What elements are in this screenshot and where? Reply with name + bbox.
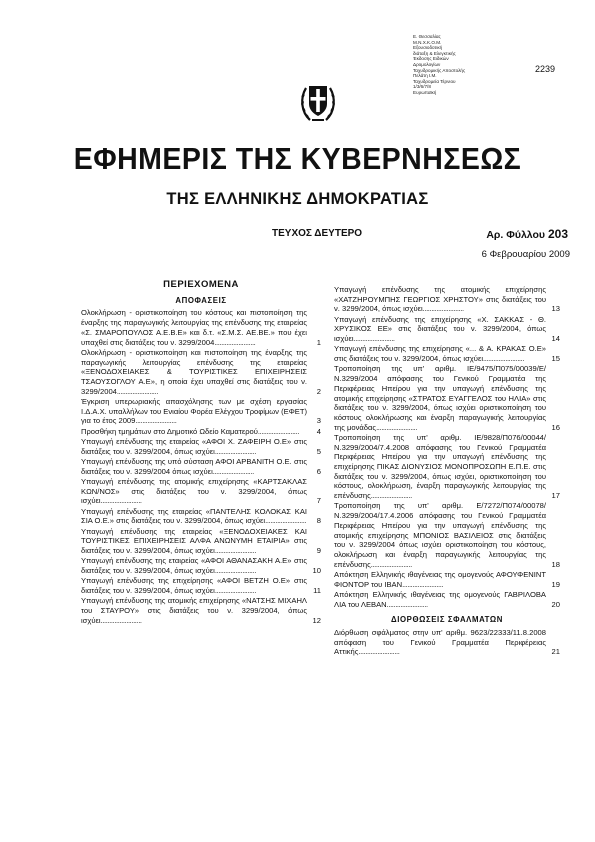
toc-leader-dots: ........................ <box>214 566 256 576</box>
toc-leader-dots: ........................ <box>100 496 142 506</box>
toc-entry[interactable] <box>81 576 321 595</box>
toc-leader-dots: ........................ <box>100 615 142 625</box>
toc-entry-page: 13 <box>551 304 560 314</box>
toc-leader-dots: ........................ <box>135 416 177 426</box>
toc-entry-text: Υπαγωγή επένδυσης της εταιρείας «ΑΦΟΙ ΑΘΑΝΑΣΑΚΗ Α.Ε» στις διατάξεις του ν. 3299/2004, όπως ισχύει <box>81 556 307 576</box>
toc-entry-page: 8 <box>316 516 321 526</box>
toc-entry-page: 17 <box>551 491 560 501</box>
toc-entry-page: 4 <box>316 426 321 436</box>
toc-entry[interactable] <box>81 437 321 456</box>
toc-entry-page: 1 <box>316 337 321 347</box>
toc-entry-text: Ολοκλήρωση - οριστικοποίηση του κόστους και πιστοποίηση της έναρξης της παραγωγικής λειτουργίας της επένδυσης της εταιρείας «Σ. ΣΜΑΡΟΠΟΥΛΟΣ Α.Ε.Β.Ε» και δ.τ. «Σ.Μ.Σ. ΑΕ.ΒΕ.» που έχει υπαχθεί στις διατάξεις του ν. 3299/2004 <box>81 308 307 347</box>
toc-entry[interactable] <box>81 457 321 476</box>
toc-heading: ΠΕΡΙΕΧΟΜΕΝΑ <box>163 279 239 290</box>
toc-entry-page: 6 <box>316 466 321 476</box>
toc-entry-text: Υπαγωγή επένδυσης της εταιρείας «ΞΕΝΟΔΟΧΕΙΑΚΕΣ ΚΑΙ ΤΟΥΡΙΣΤΙΚΕΣ ΕΠΙΧΕΙΡΗΣΕΙΣ ΑΛΦΑ ΑΝΩΝΥΜΗ ΕΤΑΙΡΙΑ» στις διατάξεις του ν. 3299/2004, όπως ισχύει <box>81 526 307 556</box>
toc-entry[interactable] <box>81 397 321 426</box>
toc-entry-text: Υπαγωγή επένδυσης της επιχείρησης «... & Α. ΚΡΑΚΑΣ Ο.Ε» στις διατάξεις του ν. 3299/2004, όπως ισχύει <box>334 344 546 364</box>
toc-entry-page: 15 <box>551 354 560 364</box>
toc-entry-page: 3 <box>316 416 321 426</box>
toc-entry-page: 21 <box>551 647 560 657</box>
sheet-number-value: 203 <box>547 227 568 241</box>
toc-leader-dots: ........................ <box>257 426 299 436</box>
toc-right-column <box>334 285 560 658</box>
toc-entry[interactable] <box>81 308 321 347</box>
toc-entry-page: 19 <box>551 579 560 589</box>
issue-date: 6 Φεβρουαρίου 2009 <box>481 249 570 260</box>
toc-errata-list <box>334 628 560 657</box>
toc-entry-text: Έγκριση υπερωριακής απασχόλησης των με σχέση εργασίας Ι.Δ.Α.Χ. υπαλλήλων του Ενιαίου Φορέα Ελέγχου Τροφίμων (ΕΦΕΤ) για το έτος 2009 <box>81 396 307 426</box>
stamp-line: διάταξη & Ελεγκτικής <box>413 50 456 56</box>
toc-entry-text: Διόρθωση σφάλματος στην υπ' αριθμ. 9623/22333/11.8.2008 απόφαση του Γενικού Γραμματέα Περιφέρειας Αττικής <box>334 628 546 657</box>
toc-entry-page: 7 <box>316 496 321 506</box>
toc-entry-text: Υπαγωγή επένδυσης της ατομικής επιχείρησης «ΚΑΡΤΣΑΚΛΑΣ ΚΩΝ/ΝΟΣ» στις διατάξεις του ν. 3299/2004, όπως ισχύει <box>81 476 307 506</box>
toc-entry-text: Υπαγωγή επένδυσης της επιχείρησης «Χ. ΣΑΚΚΑΣ - Θ. ΧΡΥΣΙΚΟΣ ΕΕ» στις διατάξεις του ν. 3299/2004, όπως ισχύει <box>334 314 546 344</box>
stamp-line: Εξουσιοδοτική <box>413 45 443 51</box>
toc-entry[interactable] <box>81 427 321 437</box>
toc-entry[interactable] <box>334 501 560 569</box>
toc-entry[interactable] <box>81 527 321 556</box>
toc-leader-dots: ........................ <box>214 446 256 456</box>
toc-entry-page: 9 <box>316 546 321 556</box>
toc-entry[interactable] <box>81 348 321 397</box>
toc-leader-dots: ........................ <box>265 516 307 526</box>
toc-entry-text: Ολοκλήρωση - οριστικοποίηση και πιστοποίηση της έναρξης της παραγωγικής λειτουργίας επένδυσης της εταιρείας «ΞΕΝΟΔΟΧΕΙΑΚΕΣ & ΤΟΥΡΙΣΤΙΚΕΣ ΕΠΙΧΕΙΡΗΣΕΙΣ ΤΣΑΟΥΣΟΓΛΟΥ Α.Ε», η οποία έχει υπαχθεί στις διατάξεις του ν. 3299/2004 <box>81 347 307 396</box>
toc-entry-page: 20 <box>551 599 560 609</box>
toc-entry-text: Υπαγωγή επένδυσης της εταιρείας «ΠΑΝΤΕΛΗΣ ΚΟΛΟΚΑΣ ΚΑΙ ΣΙΑ Ο.Ε.» στις διατάξεις του ν. 3299/2004, όπως ισχύει <box>81 506 307 526</box>
toc-leader-dots: ........................ <box>116 386 158 396</box>
toc-entry[interactable] <box>334 364 560 432</box>
toc-entry-text: Τροποποίηση της υπ' αριθμ. ΙΕ/9475/Π075/00039/Ε/Ν.3299/2004 απόφασης του Γενικού Γραμματέα της Περιφέρειας Ηπείρου για την υπαγωγή επένδυσης της ατομικής επιχείρησης «ΣΤΡΑΤΟΣ ΕΥΑΓΓΕΛΟΣ του ΗΛΙΑ» στις διατάξεις του ν. 3299/2004, όπως ισχύει οριστικοποίηση του κόστους ολοκλήρωσης και έναρξη παραγωγικής λειτουργίας της μονάδας <box>334 364 546 432</box>
toc-leader-dots: ........................ <box>370 559 412 569</box>
toc-entry-page: 11 <box>313 586 321 596</box>
toc-entry-text: Προσθήκη τμημάτων στο Δημοτικό Ωδείο Καματερού <box>81 426 258 436</box>
sheet-number <box>486 227 568 241</box>
toc-entry-page: 16 <box>551 422 560 432</box>
stamp-line: Ταχυδρομεία Τέρνιου 1/3/6/7/8 <box>413 78 456 90</box>
toc-entry-text: Υπαγωγή επένδυσης της επιχείρησης «ΑΦΟΙ ΒΕΤΖΗ Ο.Ε» στις διατάξεις του ν. 3299/2004, όπως ισχύει <box>81 576 307 596</box>
decisions-heading: ΑΠΟΦΑΣΕΙΣ <box>175 295 227 305</box>
toc-leader-dots: ........................ <box>214 337 256 347</box>
toc-entry-page: 5 <box>316 446 321 456</box>
toc-entry[interactable] <box>334 344 560 363</box>
gazette-subtitle: ΤΗΣ ΕΛΛΗΝΙΚΗΣ ΔΗΜΟΚΡΑΤΙΑΣ <box>166 190 429 208</box>
stamp-line: Ταχυδρομικής Αποστολής <box>413 67 466 73</box>
toc-entry[interactable] <box>334 570 560 589</box>
stamp-line: Ευρωπαϊκή <box>413 89 437 95</box>
errata-heading: ΔΙΟΡΘΩΣΕΙΣ ΣΦΑΛΜΑΤΩΝ <box>391 615 503 625</box>
sheet-label: Αρ. Φύλλου <box>486 229 546 241</box>
toc-leader-dots: ........................ <box>212 466 254 476</box>
toc-leader-dots: ........................ <box>402 579 444 589</box>
toc-entry[interactable] <box>81 596 321 625</box>
toc-entry[interactable] <box>334 590 560 609</box>
stamp-line: Ε. Θεσσαλίας <box>413 34 441 39</box>
toc-entry[interactable] <box>81 556 321 575</box>
toc-entry-text: Υπαγωγή επένδυσης της ατομικής επιχείρησης «ΧΑΤΖΗΡΟΥΜΠΗΣ ΓΕΩΡΓΙΟΣ ΧΡΗΣΤΟΥ» στις διατάξεις του ν. 3299/2004, όπως ισχύει <box>334 285 546 314</box>
toc-entry-page: 12 <box>312 615 321 625</box>
stamp-line: Δρομολογίων <box>413 61 441 67</box>
toc-entry-page: 18 <box>551 559 560 569</box>
toc-leader-dots: ........................ <box>386 599 428 609</box>
postal-stamp <box>413 34 473 96</box>
toc-entry-page: 14 <box>551 334 560 344</box>
toc-entry[interactable] <box>81 477 321 506</box>
issue-label: ΤΕΥΧΟΣ ΔΕΥΤΕΡΟ <box>272 228 363 239</box>
toc-leader-dots: ........................ <box>358 647 400 657</box>
toc-leader-dots: ........................ <box>483 354 525 364</box>
toc-leader-dots: ........................ <box>214 546 256 556</box>
page-number: 2239 <box>535 64 556 74</box>
toc-entry-text: Απόκτηση Ελληνικής ιθαγένειας της ομογενούς ΑΦΟΥΦΕΝΙΝΤ ΦΙΟΝΤΟΡ του ΙΒΑΝ <box>334 569 546 589</box>
toc-leader-dots: ........................ <box>422 304 464 314</box>
toc-entry[interactable] <box>334 433 560 501</box>
toc-entry[interactable] <box>334 315 560 344</box>
stamp-line: Έκδοσης Ειδικών <box>413 56 449 62</box>
toc-entry-text: Απόκτηση Ελληνικής ιθαγένειας της ομογενούς ΓΑΒΡΙΛΟΒΑ ΛΙΑ του ΛΕΒΑΝ <box>334 589 546 609</box>
toc-entry-page: 10 <box>312 566 321 576</box>
toc-right-list <box>334 285 560 609</box>
stamp-line: Πελάτη Ι.Μ. <box>413 73 437 79</box>
toc-entry[interactable] <box>334 628 560 657</box>
toc-leader-dots: ........................ <box>214 586 256 596</box>
toc-leader-dots: ........................ <box>370 491 412 501</box>
toc-leader-dots: ........................ <box>353 334 395 344</box>
issue-line <box>272 228 574 239</box>
toc-entry-text: Υπαγωγή επένδυσης της ατομικής επιχείρησης «ΝΑΤΣΗΣ ΜΙΧΑΗΛ του ΣΤΑΥΡΟΥ» στις διατάξεις του ν. 3299/2004, όπως ισχύει <box>81 596 307 625</box>
gazette-title: ΕΦΗΜΕΡΙΣ ΤΗΣ ΚΥΒΕΡΝΗΣΕΩΣ <box>73 141 522 176</box>
toc-leader-dots: ........................ <box>376 422 418 432</box>
toc-entry-text: Τροποποίηση της υπ' αριθμ. Ε/7272/Π074/00078/Ν.3299/2004/17.4.2006 απόφασης του Γενικού Γραμματέα Περιφέρειας Ηπείρου για την υπαγωγή επένδυσης της ατομικής επιχείρησης ΜΠΟΝΙΟΣ ΒΑΣΙΛΕΙΟΣ στις διατάξεις του ν. 3299/2004 όπως ισχύει οριστικοποίηση του κόστους, ολοκλήρωση και έναρξη παραγωγικής λειτουργίας της επένδυσης <box>334 501 546 569</box>
toc-left-column <box>81 280 321 626</box>
toc-entry[interactable] <box>81 507 321 526</box>
toc-entry-text: Τροποποίηση της υπ' αριθμ. ΙΕ/9828/Π076/00044/Ν.3299/2004/7.4.2008 απόφασης του Γενικού Γραμματέα Περιφέρειας Ηπείρου για την υπαγωγή επένδυσης της επιχείρησης ΠΙΚΑΣ ΔΙΟΝΥΣΙΟΣ ΜΟΝΟΠΡΟΣΩΠΗ Ε.Π.Ε. στις διατάξεις του ν. 3299/2004, όπως ισχύει, οριστικοποίηση του κόστους, ολοκλήρωση, έναρξη παραγωγικής λειτουργίας της επένδυσης <box>334 432 546 501</box>
toc-entry-text: Υπαγωγή επένδυσης της εταιρείας «ΑΦΟΙ Χ. ΖΑΦΕΙΡΗ Ο.Ε» στις διατάξεις του ν. 3299/2004, όπως ισχύει <box>81 436 307 456</box>
toc-entry-page: 2 <box>316 386 321 396</box>
toc-entry-text: Υπαγωγή επένδυσης της υπό σύσταση ΑΦΟΙ ΑΡΒΑΝΙΤΗ Ο.Ε. στις διατάξεις του ν. 3299/2004 όπως ισχύει <box>81 456 307 476</box>
greek-coat-of-arms-icon <box>298 66 338 126</box>
toc-entry[interactable] <box>334 285 560 314</box>
toc-left-list <box>81 308 321 625</box>
stamp-line: Μ.Ν.Χ.Κ.Ο.Μ. <box>413 39 442 45</box>
